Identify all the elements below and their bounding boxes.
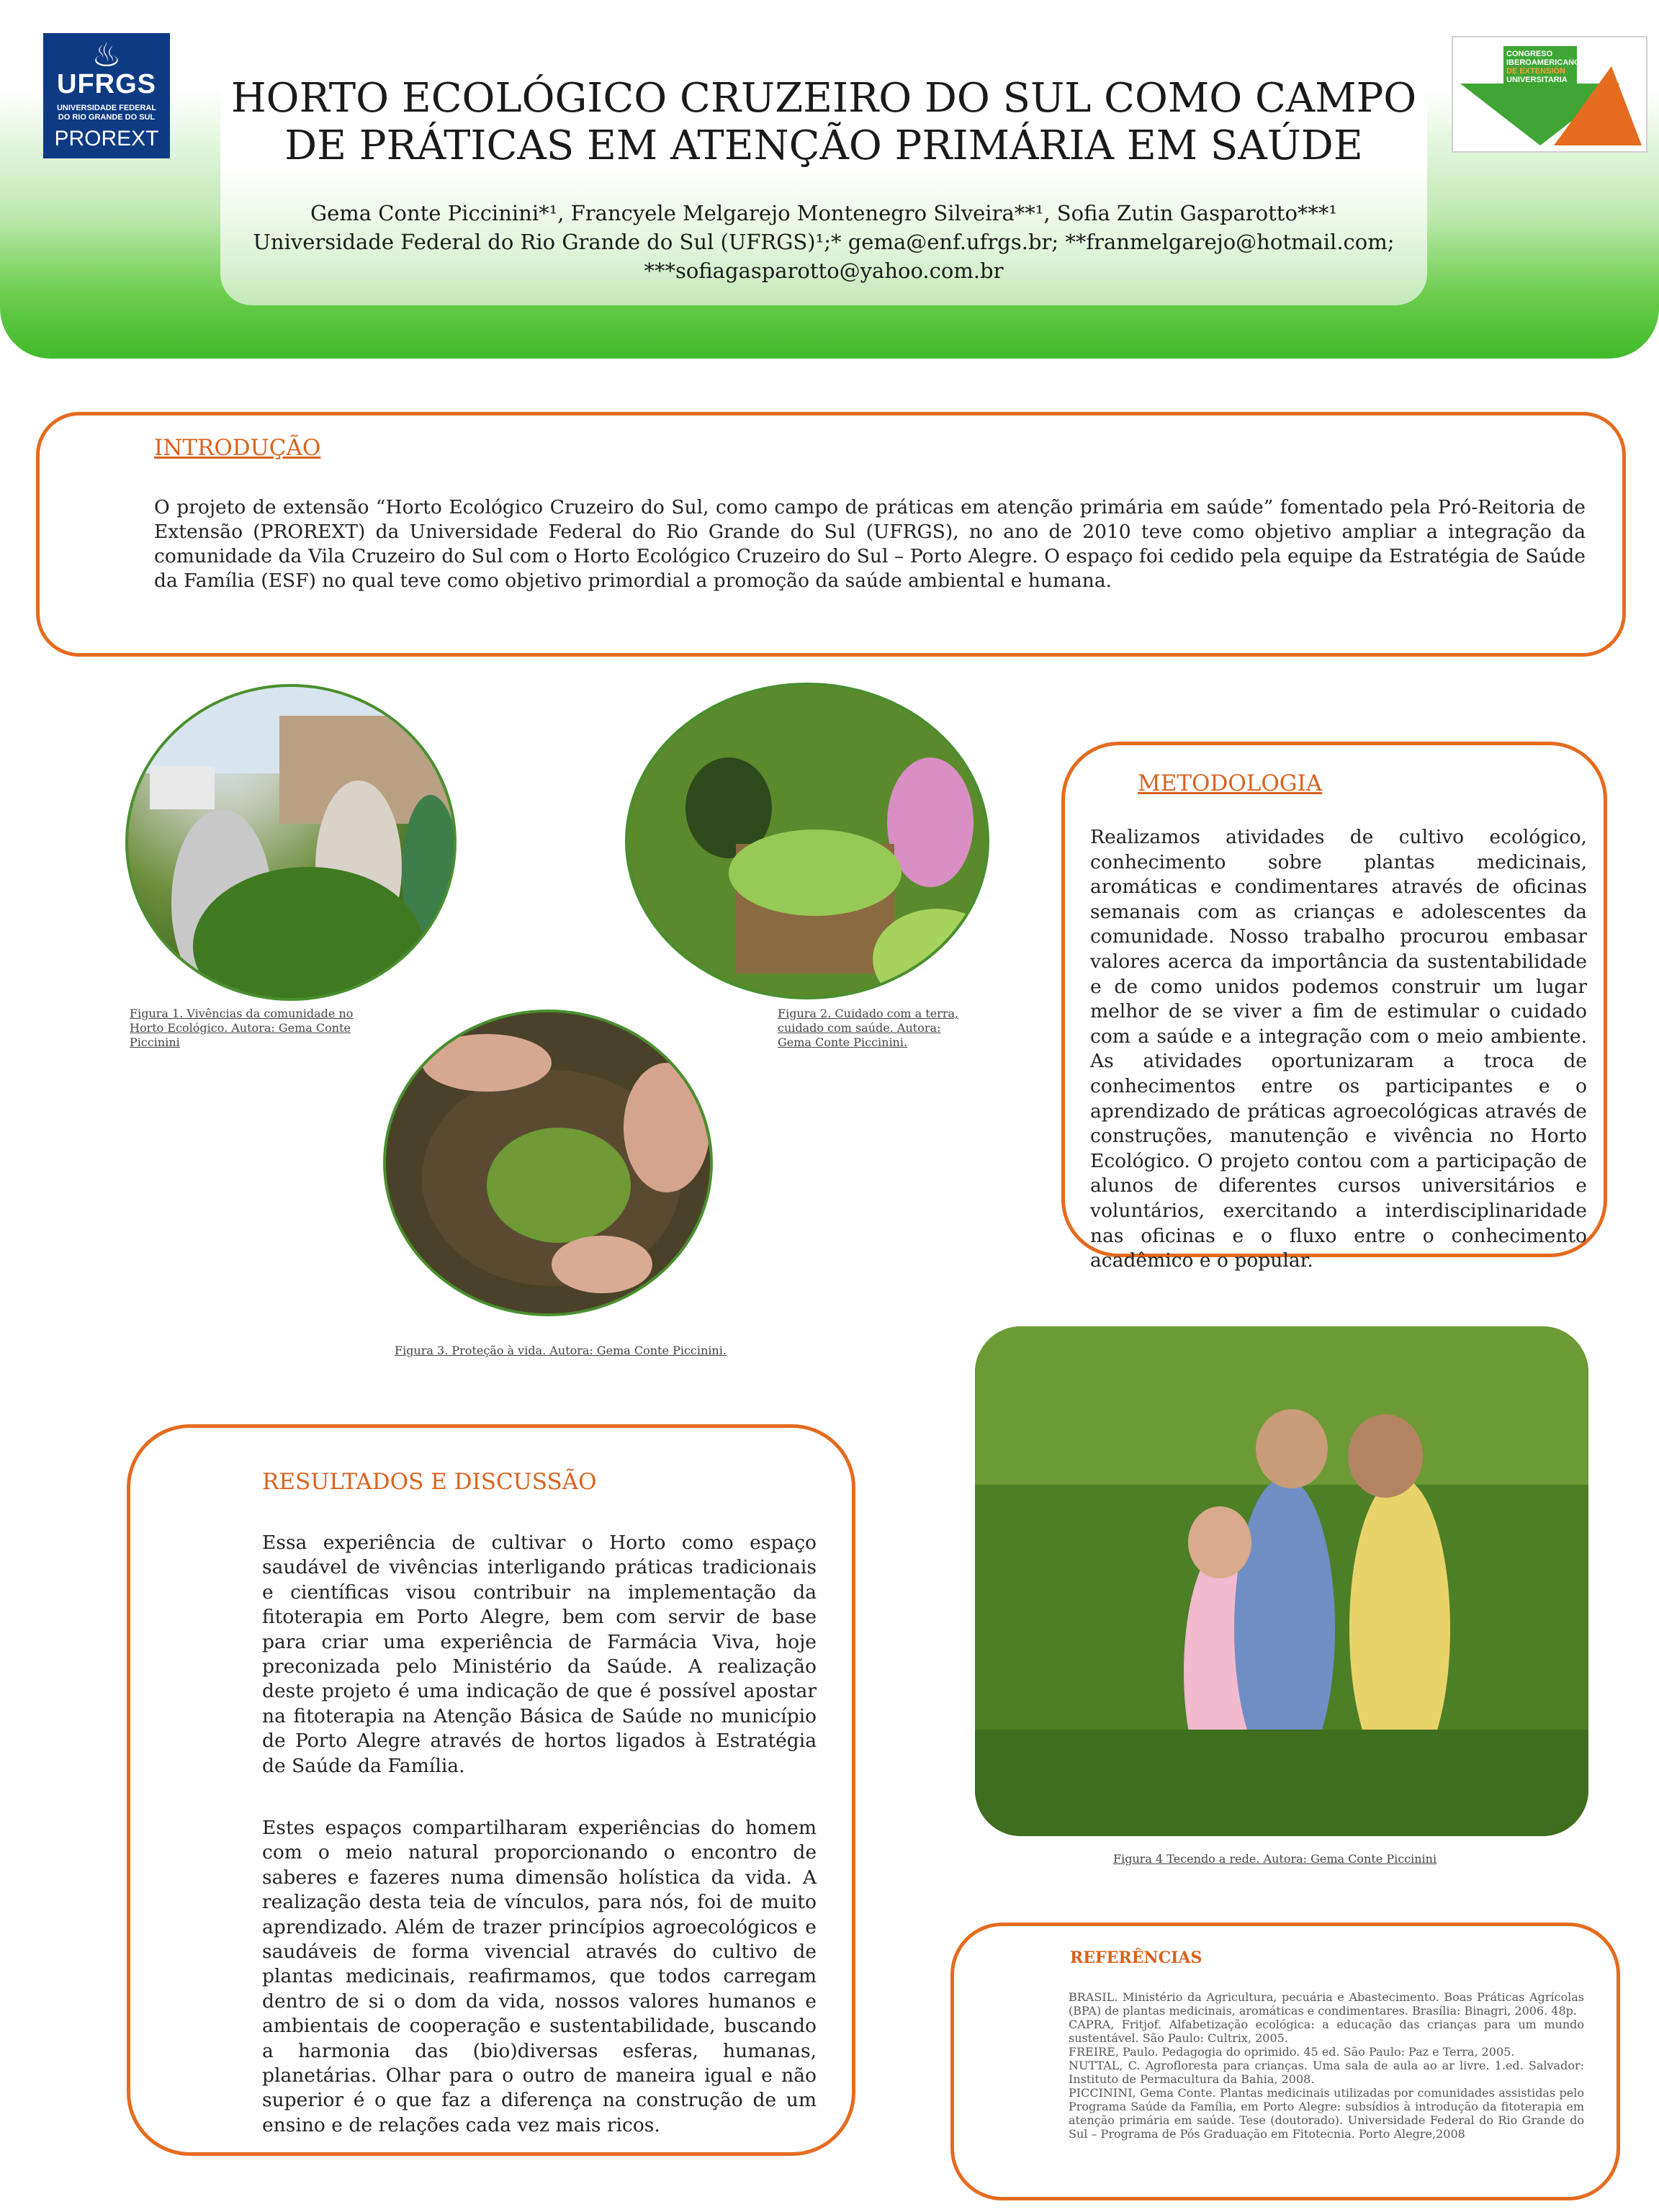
figure-3-caption: Figura 3. Proteção à vida. Autora: Gema Conte Piccinini.	[395, 1344, 727, 1357]
referencias-heading: REFERÊNCIAS	[1070, 1948, 1202, 1967]
figure-1-photo	[125, 684, 457, 1001]
congress-logo-line-4: UNIVERSITARIA	[1506, 76, 1568, 84]
figure-4-photo	[975, 1326, 1588, 1836]
congress-logo-line-2: IBEROAMERICANO	[1506, 58, 1581, 67]
poster-title	[220, 75, 1427, 170]
reference-item: BRASIL. Ministério da Agricultura, pecuária e Abastecimento. Boas Práticas Agrícolas (BPA) de plantas medicinais, aromáticas e condimentares. Brasília: Binagri, 2006. 48p.	[1069, 1990, 1584, 2018]
prorext-label: PROREXT	[54, 127, 159, 150]
resultados-paragraph-1: Essa experiência de cultivar o Horto como espaço saudável de vivências interligando práticas tradicionais e científicas visou contribuir na implementação da fitoterapia em Porto Alegre, bem com servir de base para criar uma experiência de Farmácia Viva, hoje preconizada pelo Ministério da Saúde. A realização deste projeto é uma indicação de que é possível apostar na fitoterapia na Atenção Básica de Saúde no município de Porto Alegre através de hortos ligados à Estratégia de Saúde da Família.	[262, 1532, 817, 1777]
metodologia-text: Realizamos atividades de cultivo ecológico, conhecimento sobre plantas medicinais, aromáticas e condimentares através de oficinas semanais com as crianças e adolescentes da comunidade. Nosso trabalho procurou embasar valores acerca da importância da sustentabilidade e de como unidos podemos construir um lugar melhor de se viver a fim de estimular o cuidado com a saúde e a integração com o meio ambiente. As atividades oportunizaram a troca de conhecimentos entre os participantes e o aprendizado de práticas agroecológicas através de construções, manutenção e vivência no Horto Ecológico. O projeto contou com a participação de alunos de diferentes cursos universitários e voluntários, exercitando a interdisciplinaridade nas oficinas e o fluxo entre o conhecimento acadêmico e o popular.	[1090, 826, 1587, 1272]
figure-4-caption: Figura 4 Tecendo a rede. Autora: Gema Conte Piccinini	[1113, 1852, 1437, 1866]
authors-block	[220, 199, 1427, 285]
figure-3-illustration	[386, 1012, 713, 1316]
congress-logo	[1452, 36, 1647, 153]
intro-heading: INTRODUÇÃO	[154, 435, 321, 461]
congress-logo-line-3: DE EXTENSIÓN	[1506, 67, 1565, 76]
ufrgs-logo-name: UFRGS	[57, 69, 156, 99]
ufrgs-logo-subtitle-1: UNIVERSIDADE FEDERAL	[56, 104, 157, 112]
intro-text: O projeto de extensão “Horto Ecológico Cruzeiro do Sul, como campo de práticas em atenção primária em saúde” fomentado pela Pró-Reitoria de Extensão (PROREXT) da Universidade Federal do Rio Grande do Sul (UFRGS), no ano de 2010 teve como objetivo ampliar a integração da comunidade da Vila Cruzeiro do Sul com o Horto Ecológico Cruzeiro do Sul – Porto Alegre. O espaço foi cedido pela equipe da Estratégia de Saúde da Família (ESF) no qual teve como objetivo primordial a promoção da saúde ambiental e humana.	[154, 496, 1586, 592]
reference-item: CAPRA, Fritjof. Alfabetização ecológica: a educação das crianças para um mundo sustentável. São Paulo: Cultrix, 2005.	[1069, 2018, 1584, 2045]
poster-title-line-1: HORTO ECOLÓGICO CRUZEIRO DO SUL COMO CAMPO	[230, 75, 1417, 122]
referencias-list	[1069, 1990, 1584, 2141]
figure-1-illustration	[128, 687, 457, 1001]
ufrgs-logo-subtitle-2: DO RIO GRANDE DO SUL	[58, 113, 156, 122]
figure-3-photo	[383, 1010, 713, 1316]
authors-line: Gema Conte Piccinini*¹, Francyele Melgarejo Montenegro Silveira**¹, Sofia Zutin Gasparotto***¹	[310, 201, 1338, 225]
reference-item: NUTTAL, C. Agrofloresta para crianças. Uma sala de aula ao ar livre. 1.ed. Salvador: Instituto de Permacultura da Bahia, 2008.	[1069, 2059, 1584, 2086]
affiliation-line: Universidade Federal do Rio Grande do Sul (UFRGS)¹;* gema@enf.ufrgs.br; **franmelgarejo@hotmail.com;	[253, 230, 1395, 254]
metodologia-heading: METODOLOGIA	[1138, 770, 1323, 796]
figure-2-photo	[625, 683, 989, 999]
congress-logo-graphic	[1453, 37, 1646, 151]
email-line: ***sofiagasparotto@yahoo.com.br	[644, 258, 1004, 283]
poster-title-line-2: DE PRÁTICAS EM ATENÇÃO PRIMÁRIA EM SAÚDE	[284, 122, 1363, 169]
reference-item: FREIRE, Paulo. Pedagogia do oprimido. 45 ed. São Paulo: Paz e Terra, 2005.	[1069, 2045, 1515, 2059]
figure-2-illustration	[628, 685, 989, 999]
figure-4-illustration	[975, 1326, 1588, 1836]
figure-2-caption: Figura 2. Cuidado com a terra, cuidado com saúde. Autora: Gema Conte Piccinini.	[778, 1007, 959, 1049]
flame-icon: ♨	[91, 36, 122, 73]
congress-logo-line-1: CONGRESO	[1506, 50, 1553, 58]
ufrgs-logo-subtitle	[49, 104, 164, 122]
resultados-heading: RESULTADOS E DISCUSSÃO	[262, 1469, 597, 1495]
resultados-paragraph-2: Estes espaços compartilharam experiências do homem com o meio natural proporcionando o encontro de saberes e fazeres numa dimensão holística da vida. A realização desta teia de vínculos, para nós, foi de muito aprendizado. Além de trazer princípios agroecológicos e saudáveis de forma vivencial através do cultivo de plantas medicinais, reafirmamos, que todos carregam dentro de si o dom da vida, nossos valores humanos e ambientais de cooperação e sustentabilidade, buscando a harmonia das (bio)diversas esferas, humanas, planetárias. Olhar para o outro de maneira igual e não superior é o que faz a diferença na construção de um ensino e de relações cada vez mais ricos.	[262, 1817, 817, 2136]
ufrgs-logo	[43, 33, 170, 158]
figure-1-caption: Figura 1. Vivências da comunidade no Horto Ecológico. Autora: Gema Conte Piccinini	[130, 1007, 354, 1049]
reference-item: PICCININI, Gema Conte. Plantas medicinais utilizadas por comunidades assistidas pelo Programa Saúde da Família, em Porto Alegre: subsídios à introdução da fitoterapia em atenção primária em saúde. Tese (doutorado). Universidade Federal do Rio Grande do Sul – Programa de Pós Graduação em Fitotecnia. Porto Alegre,2008	[1069, 2086, 1584, 2141]
